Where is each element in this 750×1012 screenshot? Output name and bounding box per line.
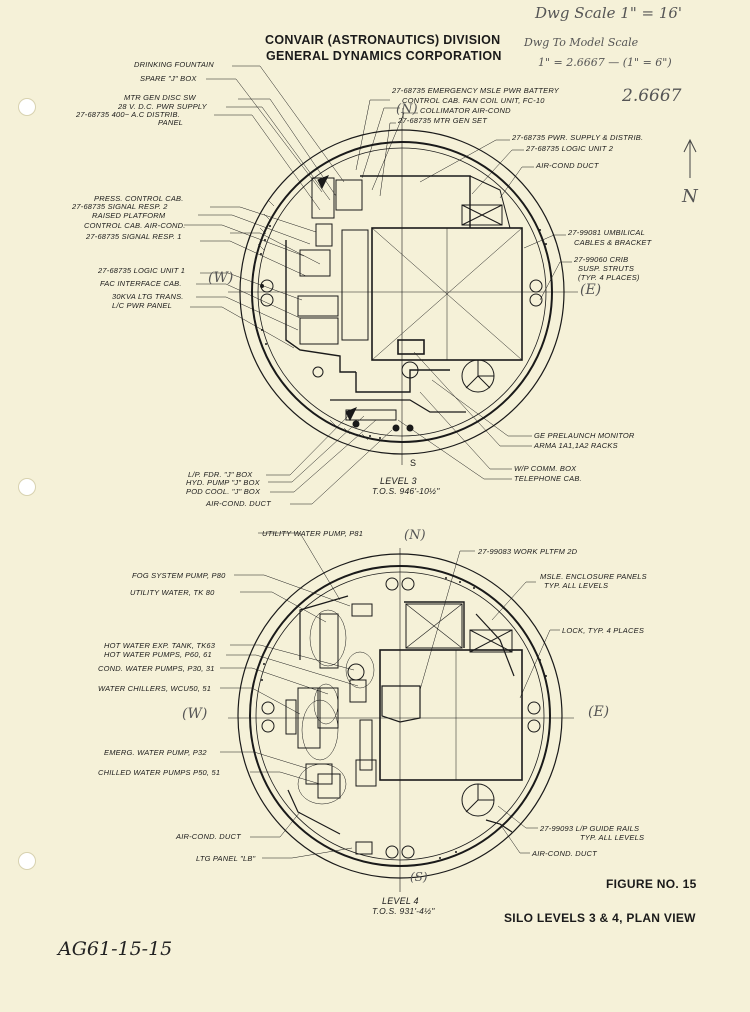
handwritten-model-scale: Dwg To Model Scale	[524, 36, 639, 49]
l3-right-label: (TYP. 4 PLACES)	[578, 273, 640, 282]
l4-left-label: UTILITY WATER, TK 80	[130, 588, 215, 597]
header-line2: GENERAL DYNAMICS CORPORATION	[266, 49, 502, 63]
l4-tos: T.O.S. 931'-4½"	[372, 906, 435, 916]
l4-left-label: FOG SYSTEM PUMP, P80	[132, 571, 226, 580]
north-arrow-icon	[684, 140, 696, 178]
l3-right-label: 27-68735 EMERGENCY MSLE PWR BATTERY	[392, 86, 559, 95]
l3-left-label: DRINKING FOUNTAIN	[134, 60, 214, 69]
l3-left-label: L/C PWR PANEL	[112, 301, 172, 310]
l3-title: LEVEL 3	[380, 476, 417, 486]
l3-tos: T.O.S. 946'-10½"	[372, 486, 440, 496]
l3-right-label: 27-68735 PWR. SUPPLY & DISTRIB.	[512, 133, 644, 142]
l3-left-label: 30KVA LTG TRANS.	[112, 292, 184, 301]
l3-bottom-left-label: POD COOL. "J" BOX	[186, 487, 261, 496]
l3-compass-west: (W)	[208, 270, 234, 286]
l3-left-label: 27-68735 SIGNAL RESP. 1	[86, 232, 182, 241]
l4-left-label: HOT WATER EXP. TANK, TK63	[104, 641, 216, 650]
l3-left-label: 27-68735 400~ A.C DISTRIB.	[76, 110, 180, 119]
l4-title: LEVEL 4	[382, 896, 419, 906]
l3-bottom-right-label: GE PRELAUNCH MONITOR	[534, 431, 635, 440]
l3-bottom-left-label: HYD. PUMP "J" BOX	[186, 478, 260, 487]
level3-plan	[184, 66, 578, 504]
l4-top-label: 27-99083 WORK PLTFM 2D	[478, 547, 578, 556]
l3-bottom-left-label: L/P. FDR. "J" BOX	[188, 470, 253, 479]
l3-compass-south: S	[410, 458, 417, 468]
l3-bottom-right-label: TELEPHONE CAB.	[514, 474, 582, 483]
l3-left-label: FAC INTERFACE CAB.	[100, 279, 182, 288]
l3-left-label: PRESS. CONTROL CAB.	[94, 194, 184, 203]
l4-left-label: EMERG. WATER PUMP, P32	[104, 748, 207, 757]
l3-right-label: 27-68735 LOGIC UNIT 2	[526, 144, 614, 153]
l4-right-label: TYP. ALL LEVELS	[580, 833, 645, 842]
l4-left-label: AIR-COND. DUCT	[176, 832, 241, 841]
l3-right-label: CONTROL CAB. FAN COIL UNIT, FC-10	[402, 96, 545, 105]
handwritten-ratio: 1" = 2.6667 — (1" = 6")	[538, 56, 672, 69]
l3-compass-north: (N)	[396, 102, 418, 117]
l4-right-label: TYP. ALL LEVELS	[544, 581, 609, 590]
l4-left-label: CHILLED WATER PUMPS P50, 51	[98, 768, 221, 777]
figure-number: FIGURE NO. 15	[606, 877, 697, 891]
l3-right-label: 27-99060 CRIB	[574, 255, 629, 264]
l4-right-label: 27-99093 L/P GUIDE RAILS	[540, 824, 640, 833]
l4-compass-east: (E)	[588, 704, 610, 720]
l3-bottom-left-label: AIR-COND. DUCT	[206, 499, 271, 508]
l3-left-label: 27-68735 LOGIC UNIT 1	[98, 266, 186, 275]
handwritten-doc-number: AG61-15-15	[58, 938, 173, 960]
l3-left-label: MTR GEN DISC SW	[124, 93, 196, 102]
l4-right-label: MSLE. ENCLOSURE PANELS	[540, 572, 647, 581]
l4-compass-north: (N)	[404, 528, 426, 543]
l3-right-label: SUSP. STRUTS	[578, 264, 635, 273]
l3-left-label: RAISED PLATFORM	[92, 211, 166, 220]
l4-compass-south: (S)	[410, 870, 428, 884]
l4-left-label: COND. WATER PUMPS, P30, 31	[98, 664, 215, 673]
level4-plan	[220, 533, 574, 892]
l3-right-label: COLLIMATOR AIR-COND	[420, 106, 511, 115]
l3-left-label: SPARE "J" BOX	[140, 74, 197, 83]
l3-bottom-right-label: ARMA 1A1,1A2 RACKS	[534, 441, 618, 450]
l3-right-label: AIR-COND DUCT	[536, 161, 599, 170]
handwritten-value: 2.6667	[622, 86, 682, 106]
l3-right-label: 27-68735 MTR GEN SET	[398, 116, 488, 125]
l3-right-label: 27-99081 UMBILICAL	[568, 228, 645, 237]
l3-compass-east: (E)	[580, 282, 602, 298]
l3-bottom-right-label: W/P COMM. BOX	[514, 464, 577, 473]
l3-left-label: PANEL	[158, 118, 184, 127]
l4-left-label: HOT WATER PUMPS, P60, 61	[104, 650, 212, 659]
l3-left-label: 28 V. D.C. PWR SUPPLY	[118, 102, 207, 111]
header-line1: CONVAIR (ASTRONAUTICS) DIVISION	[265, 33, 501, 47]
l3-left-label: 27-68735 SIGNAL RESP. 2	[72, 202, 168, 211]
l3-right-label: CABLES & BRACKET	[574, 238, 652, 247]
l4-right-label: LOCK, TYP. 4 PLACES	[562, 626, 645, 635]
handwritten-north: N	[682, 186, 698, 207]
l4-compass-west: (W)	[182, 706, 208, 722]
figure-caption: SILO LEVELS 3 & 4, PLAN VIEW	[504, 911, 696, 925]
l4-left-label: WATER CHILLERS, WCU50, 51	[98, 684, 212, 693]
handwritten-scale: Dwg Scale 1" = 16'	[535, 4, 683, 22]
l4-top-label: UTILITY WATER PUMP, P81	[262, 529, 364, 538]
l4-right-label: AIR-COND. DUCT	[532, 849, 597, 858]
l4-left-label: LTG PANEL "LB"	[196, 854, 256, 863]
l3-left-label: CONTROL CAB. AIR-COND.	[84, 221, 186, 230]
